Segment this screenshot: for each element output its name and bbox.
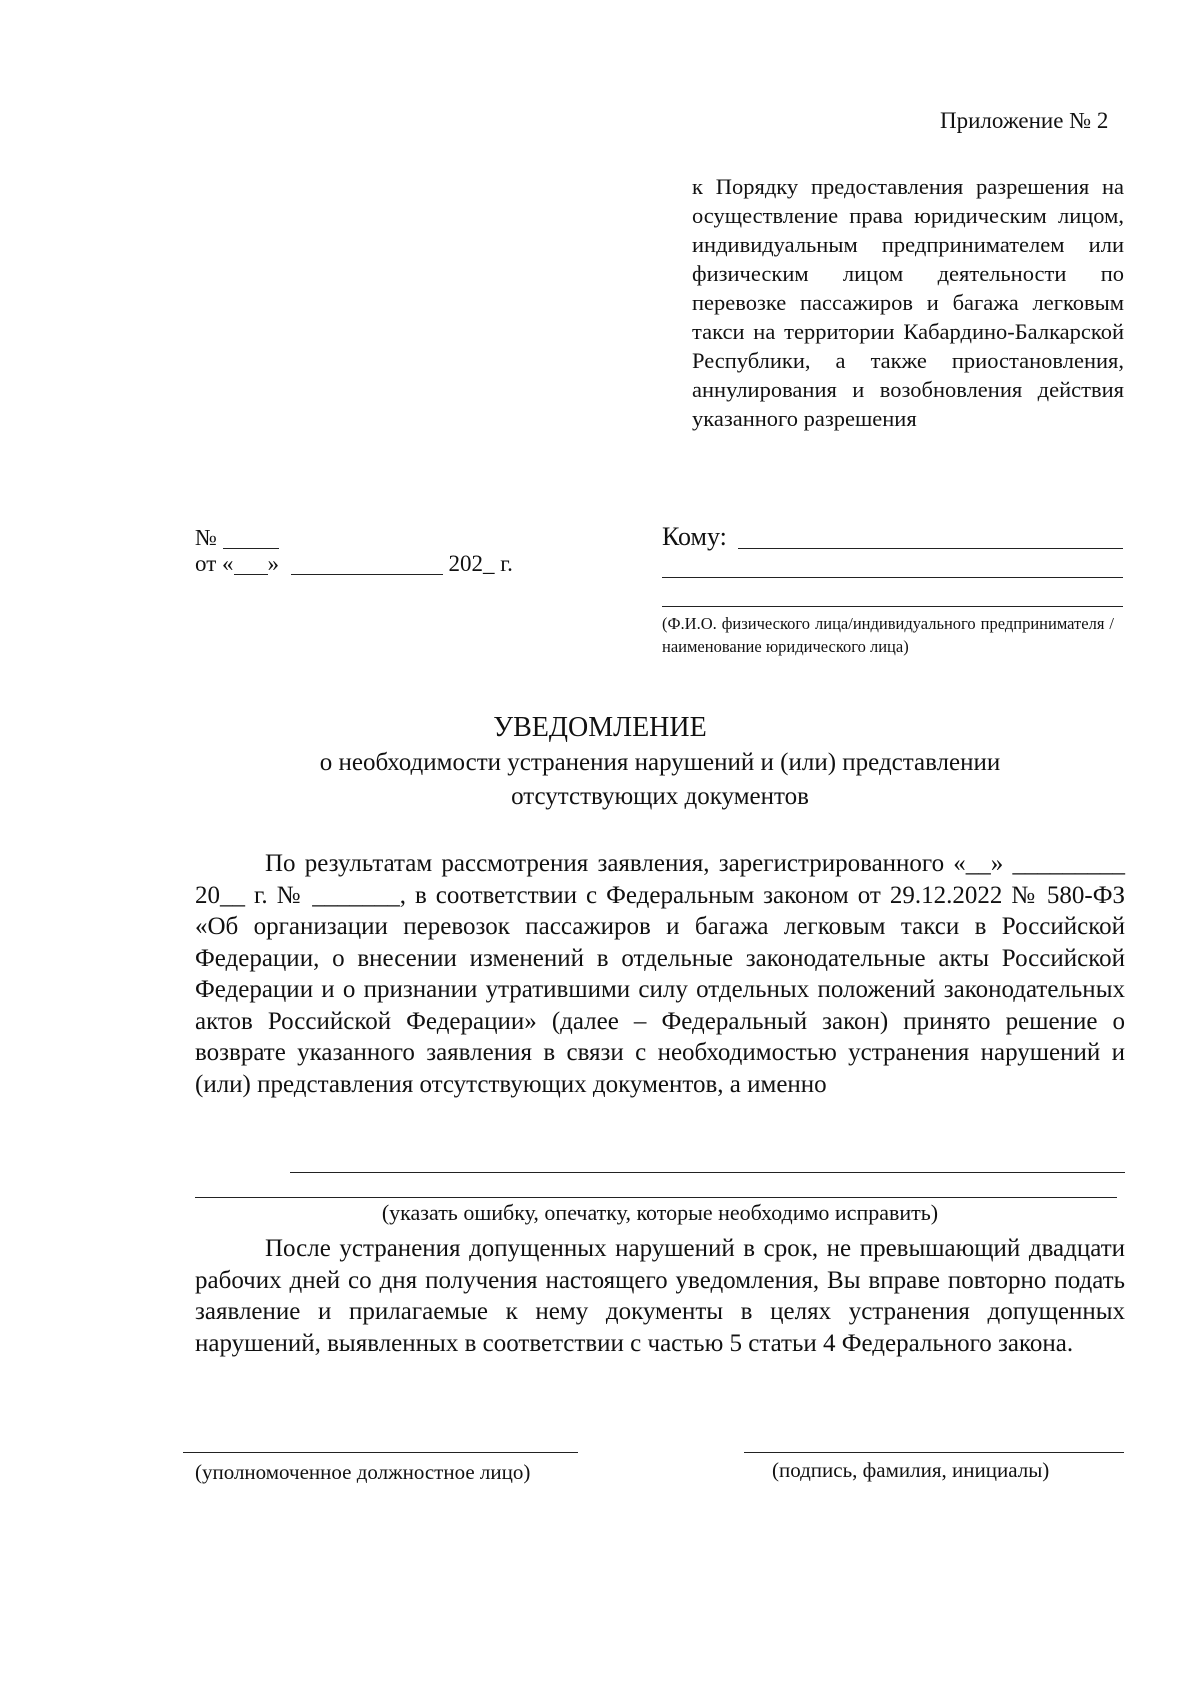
to-label: Кому: — [662, 522, 727, 551]
signature-line — [744, 1452, 1124, 1453]
body-paragraph-2: После устранения допущенных нарушений в срок, не превышающий двадцати рабочих дней со дня получения настоящего уведомления, Вы вправе повторно подать заявление и прилагаемые к нему документы в целях устранения допущенных нарушений, выявленных в соответствии с частью 5 статьи 4 Федерального закона. — [195, 1235, 1125, 1357]
appendix-title: Приложение № 2 — [940, 108, 1109, 133]
recipient-field — [662, 522, 727, 552]
recipient-line-1 — [738, 548, 1123, 549]
recipient-caption: (Ф.И.О. физического лица/индивидуального предпринимателя / наименование юридического лица) — [662, 614, 1114, 656]
appendix-reference-text: к Порядку предоставления разрешения на осуществление права юридическим лицом, индивидуальным предпринимателем или физическим лицом деятельности по перевозке пассажиров и багажа легковым такси на территории Кабардино-Балкарской Республики, а также приостановления, аннулирования и возобновления действия указанного разрешения — [692, 174, 1124, 431]
document-number-field — [195, 525, 279, 551]
body-paragraph-1 — [195, 848, 1125, 1100]
recipient-line-3 — [662, 606, 1123, 607]
official-signature-line — [183, 1452, 578, 1453]
document-date-field — [195, 551, 513, 577]
error-description-line-2 — [195, 1197, 1117, 1198]
recipient-line-2 — [662, 577, 1123, 578]
date-prefix: от « — [195, 551, 234, 576]
date-close: » — [267, 551, 279, 576]
year-label: 202_ г. — [448, 551, 513, 576]
number-label: № — [195, 525, 217, 550]
number-blank — [223, 528, 279, 549]
official-caption: (уполномоченное должностное лицо) — [195, 1460, 531, 1484]
body-paragraph-1-text: По результатам рассмотрения заявления, зарегистрированного «__» _________ 20__ г. № _______, в соответствии с Федеральным законом от 29.12.2022 № 580-ФЗ «Об организации перевозок пассажиров и багажа легковым такси в Российской Федерации, о внесении изменений в отдельные законодательные акты Российской Федерации и о признании утратившими силу отдельных положений законодательных актов Российской Федерации» (далее – Федеральный закон) принято решение о возврате указанного заявления в связи с необходимостью устранения нарушений и (или) представления отсутствующих документов, а именно — [195, 850, 1125, 1098]
signature-caption: (подпись, фамилия, инициалы) — [772, 1458, 1050, 1482]
notice-title: УВЕДОМЛЕНИЕ — [493, 712, 707, 743]
notice-subtitle: о необходимости устранения нарушений и (или) представлении отсутствующих документов — [319, 749, 1001, 810]
month-blank — [291, 554, 443, 575]
day-blank — [234, 554, 268, 575]
error-description-line-1 — [290, 1172, 1125, 1173]
error-caption: (указать ошибку, опечатку, которые необходимо исправить) — [381, 1200, 939, 1225]
